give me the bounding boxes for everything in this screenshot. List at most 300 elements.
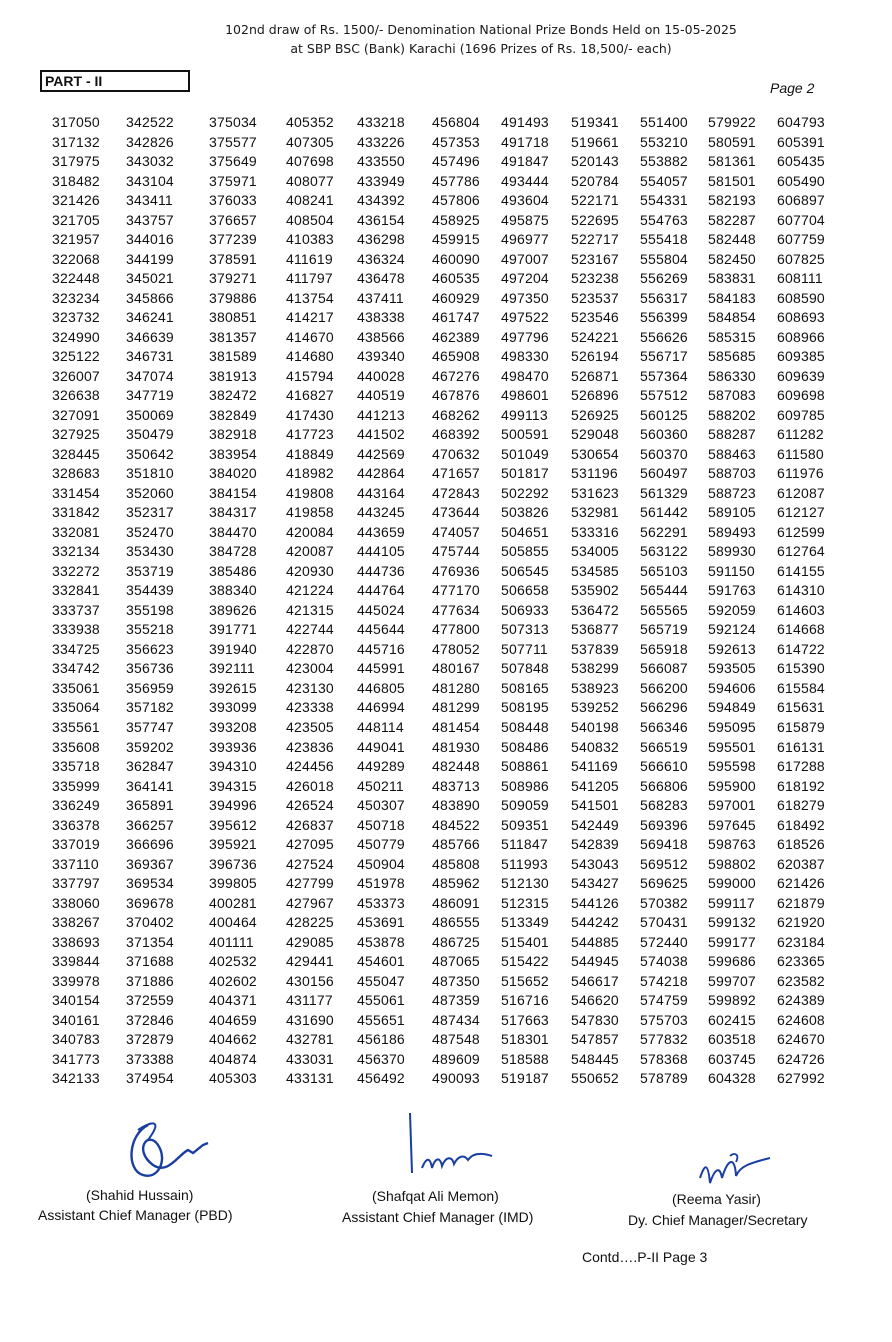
prize-number: 430156 <box>286 972 334 989</box>
prize-number: 569625 <box>640 875 688 892</box>
prize-number: 498601 <box>501 387 549 404</box>
prize-number: 485808 <box>432 855 480 872</box>
prize-number: 371354 <box>126 933 174 950</box>
prize-number: 393099 <box>209 699 257 716</box>
prize-number: 325122 <box>52 348 100 365</box>
prize-number: 382472 <box>209 387 257 404</box>
prize-number: 456804 <box>432 114 480 130</box>
prize-number: 566519 <box>640 738 688 755</box>
prize-number: 483713 <box>432 777 480 794</box>
prize-number: 341773 <box>52 1050 100 1067</box>
prize-number: 440028 <box>357 367 405 384</box>
prize-number: 321705 <box>52 211 100 228</box>
signatory-3-name: (Reema Yasir) <box>672 1191 761 1207</box>
prize-number: 421224 <box>286 582 334 599</box>
prize-number: 369678 <box>126 894 174 911</box>
prize-number: 498470 <box>501 367 549 384</box>
prize-number: 598763 <box>708 836 756 853</box>
prize-number: 413754 <box>286 289 334 306</box>
prize-number: 624726 <box>777 1050 825 1067</box>
prize-number: 328683 <box>52 465 100 482</box>
prize-number: 615584 <box>777 679 825 696</box>
prize-number: 509351 <box>501 816 549 833</box>
prize-number: 553210 <box>640 133 688 150</box>
prize-number: 611976 <box>777 465 824 482</box>
prize-number: 457806 <box>432 192 480 209</box>
prize-number: 421315 <box>286 601 334 618</box>
prize-number: 607759 <box>777 231 825 248</box>
prize-number: 337019 <box>52 836 100 853</box>
prize-number: 487434 <box>432 1011 480 1028</box>
prize-number: 437411 <box>357 289 404 306</box>
prize-number: 530654 <box>571 445 619 462</box>
prize-number: 395612 <box>209 816 257 833</box>
prize-number: 445716 <box>357 640 405 657</box>
signatory-2-title: Assistant Chief Manager (IMD) <box>342 1209 534 1225</box>
prize-number: 523546 <box>571 309 619 326</box>
prize-number: 460929 <box>432 289 480 306</box>
prize-number: 443659 <box>357 523 405 540</box>
prize-number: 595900 <box>708 777 756 794</box>
prize-number: 495875 <box>501 211 549 228</box>
prize-number: 541169 <box>571 758 618 775</box>
prize-number: 357747 <box>126 718 174 735</box>
prize-number: 484522 <box>432 816 480 833</box>
prize-number: 588703 <box>708 465 756 482</box>
prize-number: 433218 <box>357 114 405 130</box>
prize-number: 587083 <box>708 387 756 404</box>
prize-number: 621879 <box>777 894 825 911</box>
prize-number: 594606 <box>708 679 756 696</box>
prize-number: 612087 <box>777 484 825 501</box>
prize-number: 524221 <box>571 328 619 345</box>
prize-number: 369534 <box>126 875 174 892</box>
prize-number: 599686 <box>708 953 756 970</box>
prize-number: 384154 <box>209 484 257 501</box>
prize-number: 507848 <box>501 660 549 677</box>
prize-number: 485962 <box>432 875 480 892</box>
prize-number: 557364 <box>640 367 688 384</box>
prize-number: 560125 <box>640 406 688 423</box>
prize-number: 553882 <box>640 153 688 170</box>
prize-number: 370402 <box>126 914 174 931</box>
prize-number: 565565 <box>640 601 688 618</box>
prize-number: 379271 <box>209 270 257 287</box>
prize-number: 377239 <box>209 231 257 248</box>
prize-number: 515422 <box>501 953 549 970</box>
prize-number: 531623 <box>571 484 619 501</box>
number-column-6 <box>432 113 502 1089</box>
prize-number: 427524 <box>286 855 334 872</box>
prize-number: 375971 <box>209 172 257 189</box>
prize-number: 623365 <box>777 953 825 970</box>
prize-number: 371688 <box>126 953 174 970</box>
prize-number: 340154 <box>52 992 100 1009</box>
prize-number: 624389 <box>777 992 825 1009</box>
prize-number: 607704 <box>777 211 825 228</box>
prize-number: 442569 <box>357 445 405 462</box>
prize-number: 350069 <box>126 406 174 423</box>
prize-number: 585685 <box>708 348 756 365</box>
prize-number: 536877 <box>571 621 619 638</box>
prize-number: 561442 <box>640 504 688 521</box>
prize-number: 546620 <box>571 992 619 1009</box>
prize-number: 506933 <box>501 601 549 618</box>
prize-number: 343411 <box>126 192 173 209</box>
prize-number: 605490 <box>777 172 825 189</box>
prize-number: 433550 <box>357 153 405 170</box>
prize-number: 322068 <box>52 250 100 267</box>
prize-number: 580591 <box>708 133 756 150</box>
prize-number: 595095 <box>708 718 756 735</box>
prize-number: 566346 <box>640 718 688 735</box>
prize-number: 342826 <box>126 133 174 150</box>
prize-number: 352060 <box>126 484 174 501</box>
prize-number: 337797 <box>52 875 100 892</box>
prize-number: 353719 <box>126 562 174 579</box>
prize-number: 501817 <box>501 465 549 482</box>
prize-number: 603518 <box>708 1031 756 1048</box>
prize-number: 436154 <box>357 211 405 228</box>
prize-number: 335561 <box>52 718 100 735</box>
prize-number: 508861 <box>501 758 549 775</box>
prize-number: 581501 <box>708 172 756 189</box>
prize-number: 624608 <box>777 1011 825 1028</box>
prize-number: 445024 <box>357 601 405 618</box>
prize-number: 372846 <box>126 1011 174 1028</box>
prize-number: 526896 <box>571 387 619 404</box>
prize-number: 579922 <box>708 114 756 130</box>
prize-number: 438566 <box>357 328 405 345</box>
prize-number: 344016 <box>126 231 174 248</box>
prize-number: 457496 <box>432 153 480 170</box>
prize-number: 599707 <box>708 972 756 989</box>
prize-number: 582450 <box>708 250 756 267</box>
prize-number: 519661 <box>571 133 619 150</box>
prize-number: 582448 <box>708 231 756 248</box>
prize-number: 620387 <box>777 855 825 872</box>
prize-number: 423338 <box>286 699 334 716</box>
prize-number: 570382 <box>640 894 688 911</box>
prize-number: 407305 <box>286 133 334 150</box>
prize-number: 603745 <box>708 1050 756 1067</box>
prize-number: 615390 <box>777 660 825 677</box>
prize-number: 436478 <box>357 270 405 287</box>
prize-number: 382918 <box>209 426 257 443</box>
prize-number: 621426 <box>777 875 825 892</box>
prize-number: 508165 <box>501 679 549 696</box>
prize-number: 612127 <box>777 504 825 521</box>
prize-number: 556626 <box>640 328 688 345</box>
prize-number: 366696 <box>126 836 174 853</box>
prize-number: 317132 <box>52 133 100 150</box>
prize-number: 584854 <box>708 309 756 326</box>
prize-number: 487359 <box>432 992 480 1009</box>
prize-number: 616131 <box>777 738 825 755</box>
prize-number: 450307 <box>357 797 405 814</box>
prize-number: 332272 <box>52 562 100 579</box>
prize-number: 485766 <box>432 836 480 853</box>
prize-number: 352470 <box>126 523 174 540</box>
prize-number: 443245 <box>357 504 405 521</box>
number-column-10 <box>708 113 778 1089</box>
prize-number: 608590 <box>777 289 825 306</box>
prize-number: 456186 <box>357 1031 405 1048</box>
prize-number: 608111 <box>777 270 823 287</box>
prize-number: 317975 <box>52 153 100 170</box>
prize-number: 415794 <box>286 367 334 384</box>
prize-number: 554331 <box>640 192 688 209</box>
prize-number: 337110 <box>52 855 99 872</box>
prize-number: 515401 <box>501 933 549 950</box>
prize-number: 612764 <box>777 543 825 560</box>
prize-number: 449289 <box>357 758 405 775</box>
prize-number: 595501 <box>708 738 756 755</box>
continuation-note: Contd….P-II Page 3 <box>582 1249 708 1265</box>
prize-number: 523167 <box>571 250 619 267</box>
prize-number: 450211 <box>357 777 404 794</box>
prize-number: 417430 <box>286 406 334 423</box>
prize-number: 560497 <box>640 465 688 482</box>
prize-number: 605391 <box>777 133 825 150</box>
prize-number: 391940 <box>209 640 257 657</box>
prize-number: 419808 <box>286 484 334 501</box>
prize-number: 597645 <box>708 816 756 833</box>
prize-number: 522717 <box>571 231 619 248</box>
prize-number: 423130 <box>286 679 334 696</box>
prize-number: 562291 <box>640 523 688 540</box>
prize-number: 566200 <box>640 679 688 696</box>
prize-number: 433131 <box>286 1070 334 1087</box>
prize-number: 513349 <box>501 914 549 931</box>
prize-number: 599117 <box>708 894 755 911</box>
prize-number: 503826 <box>501 504 549 521</box>
prize-number: 356623 <box>126 640 174 657</box>
prize-number: 486555 <box>432 914 480 931</box>
prize-number: 561329 <box>640 484 688 501</box>
prize-number: 436298 <box>357 231 405 248</box>
prize-number: 399805 <box>209 875 257 892</box>
prize-number: 423505 <box>286 718 334 735</box>
prize-number: 508486 <box>501 738 549 755</box>
prize-number: 533316 <box>571 523 619 540</box>
prize-number: 441502 <box>357 426 405 443</box>
prize-number: 496977 <box>501 231 549 248</box>
prize-number: 451978 <box>357 875 405 892</box>
prize-number: 554057 <box>640 172 688 189</box>
prize-number: 446994 <box>357 699 405 716</box>
prize-number: 534005 <box>571 543 619 560</box>
prize-number: 340161 <box>52 1011 100 1028</box>
prize-number: 555418 <box>640 231 688 248</box>
prize-number: 614310 <box>777 582 825 599</box>
prize-number: 455061 <box>357 992 405 1009</box>
prize-number: 423004 <box>286 660 334 677</box>
prize-number: 540198 <box>571 718 619 735</box>
prize-number: 427967 <box>286 894 334 911</box>
prize-number: 481930 <box>432 738 480 755</box>
prize-number: 614668 <box>777 621 825 638</box>
prize-number: 522695 <box>571 211 619 228</box>
prize-number: 420084 <box>286 523 334 540</box>
prize-number: 481454 <box>432 718 480 735</box>
prize-number: 565103 <box>640 562 688 579</box>
prize-number: 546617 <box>571 972 619 989</box>
prize-number: 455651 <box>357 1011 405 1028</box>
prize-number: 427095 <box>286 836 334 853</box>
prize-number: 560370 <box>640 445 688 462</box>
prize-number: 621920 <box>777 914 825 931</box>
prize-number: 607825 <box>777 250 825 267</box>
prize-number: 506658 <box>501 582 549 599</box>
prize-number: 343104 <box>126 172 174 189</box>
prize-number: 536472 <box>571 601 619 618</box>
prize-number: 429441 <box>286 953 334 970</box>
prize-number: 431690 <box>286 1011 334 1028</box>
prize-number: 369367 <box>126 855 174 872</box>
prize-number: 434392 <box>357 192 405 209</box>
prize-number: 497350 <box>501 289 549 306</box>
prize-number: 335999 <box>52 777 100 794</box>
prize-number: 338267 <box>52 914 100 931</box>
prize-number: 614722 <box>777 640 825 657</box>
prize-number: 441213 <box>357 406 405 423</box>
signature-shafqat-ali-memon <box>400 1108 510 1188</box>
prize-number: 395921 <box>209 836 257 853</box>
prize-number: 427799 <box>286 875 334 892</box>
prize-number: 487548 <box>432 1031 480 1048</box>
prize-number: 493444 <box>501 172 549 189</box>
prize-number: 487350 <box>432 972 480 989</box>
prize-number: 594849 <box>708 699 756 716</box>
prize-number: 599177 <box>708 933 756 950</box>
prize-number: 345021 <box>126 270 174 287</box>
prize-number: 491847 <box>501 153 549 170</box>
signatory-1-title: Assistant Chief Manager (PBD) <box>38 1207 233 1223</box>
prize-number: 589105 <box>708 504 756 521</box>
prize-number: 323234 <box>52 289 100 306</box>
prize-number: 339978 <box>52 972 100 989</box>
prize-number: 384470 <box>209 523 257 540</box>
prize-number: 347074 <box>126 367 174 384</box>
prize-number: 532981 <box>571 504 619 521</box>
prize-number: 504651 <box>501 523 549 540</box>
prize-number: 339844 <box>52 953 100 970</box>
prize-number: 487065 <box>432 953 480 970</box>
prize-number: 538923 <box>571 679 619 696</box>
prize-number: 389626 <box>209 601 257 618</box>
prize-number: 418982 <box>286 465 334 482</box>
prize-number: 362847 <box>126 758 174 775</box>
prize-number: 534585 <box>571 562 619 579</box>
prize-number: 345866 <box>126 289 174 306</box>
prize-number: 371886 <box>126 972 174 989</box>
prize-number: 555804 <box>640 250 688 267</box>
prize-number: 381357 <box>209 328 257 345</box>
prize-number: 382849 <box>209 406 257 423</box>
prize-number: 508986 <box>501 777 549 794</box>
prize-number: 614603 <box>777 601 825 618</box>
prize-number: 375034 <box>209 114 257 130</box>
prize-number: 347719 <box>126 387 174 404</box>
prize-number: 336249 <box>52 797 100 814</box>
prize-number: 589930 <box>708 543 756 560</box>
prize-number: 577832 <box>640 1031 688 1048</box>
prize-number: 588723 <box>708 484 756 501</box>
prize-number: 473644 <box>432 504 480 521</box>
prize-number: 440519 <box>357 387 405 404</box>
prize-number: 457353 <box>432 133 480 150</box>
prize-number: 459915 <box>432 231 480 248</box>
prize-number: 346241 <box>126 309 174 326</box>
prize-number: 445644 <box>357 621 405 638</box>
prize-number: 396736 <box>209 855 257 872</box>
prize-number: 343757 <box>126 211 174 228</box>
prize-number: 609785 <box>777 406 825 423</box>
prize-number: 328445 <box>52 445 100 462</box>
prize-number: 450779 <box>357 836 405 853</box>
number-column-11 <box>777 113 847 1089</box>
prize-number: 375577 <box>209 133 257 150</box>
prize-number: 566087 <box>640 660 688 677</box>
prize-number: 618492 <box>777 816 825 833</box>
prize-number: 522171 <box>571 192 619 209</box>
prize-number: 378591 <box>209 250 257 267</box>
prize-number: 493604 <box>501 192 549 209</box>
prize-number: 335064 <box>52 699 100 716</box>
prize-number: 474057 <box>432 523 480 540</box>
prize-number: 453691 <box>357 914 405 931</box>
prize-number: 544242 <box>571 914 619 931</box>
prize-number: 483890 <box>432 797 480 814</box>
prize-number: 611580 <box>777 445 824 462</box>
prize-number: 598802 <box>708 855 756 872</box>
prize-number: 456370 <box>357 1050 405 1067</box>
prize-number: 491493 <box>501 114 549 130</box>
prize-number: 611282 <box>777 426 824 443</box>
prize-number: 541205 <box>571 777 619 794</box>
prize-number: 402602 <box>209 972 257 989</box>
prize-number: 481299 <box>432 699 480 716</box>
prize-number: 478052 <box>432 640 480 657</box>
prize-number: 350479 <box>126 426 174 443</box>
prize-number: 566610 <box>640 758 688 775</box>
prize-number: 444105 <box>357 543 405 560</box>
prize-number: 592124 <box>708 621 756 638</box>
document-header <box>0 20 892 58</box>
prize-number: 574759 <box>640 992 688 1009</box>
prize-number: 353430 <box>126 543 174 560</box>
prize-number: 608693 <box>777 309 825 326</box>
prize-number: 569418 <box>640 836 688 853</box>
prize-number: 461747 <box>432 309 480 326</box>
prize-number: 379886 <box>209 289 257 306</box>
page-label: Page 2 <box>770 80 815 96</box>
prize-number: 519187 <box>501 1070 549 1087</box>
prize-number: 394310 <box>209 758 257 775</box>
header-line-1: 102nd draw of Rs. 1500/- Denomination National Prize Bonds Held on 15-05-2025 <box>225 22 737 37</box>
prize-number: 372559 <box>126 992 174 1009</box>
prize-number: 446805 <box>357 679 405 696</box>
prize-number: 449041 <box>357 738 405 755</box>
prize-number: 433226 <box>357 133 405 150</box>
prize-number: 507711 <box>501 640 548 657</box>
prize-number: 338693 <box>52 933 100 950</box>
prize-number: 470632 <box>432 445 480 462</box>
prize-number: 333737 <box>52 601 100 618</box>
prize-number: 595598 <box>708 758 756 775</box>
prize-number: 509059 <box>501 797 549 814</box>
